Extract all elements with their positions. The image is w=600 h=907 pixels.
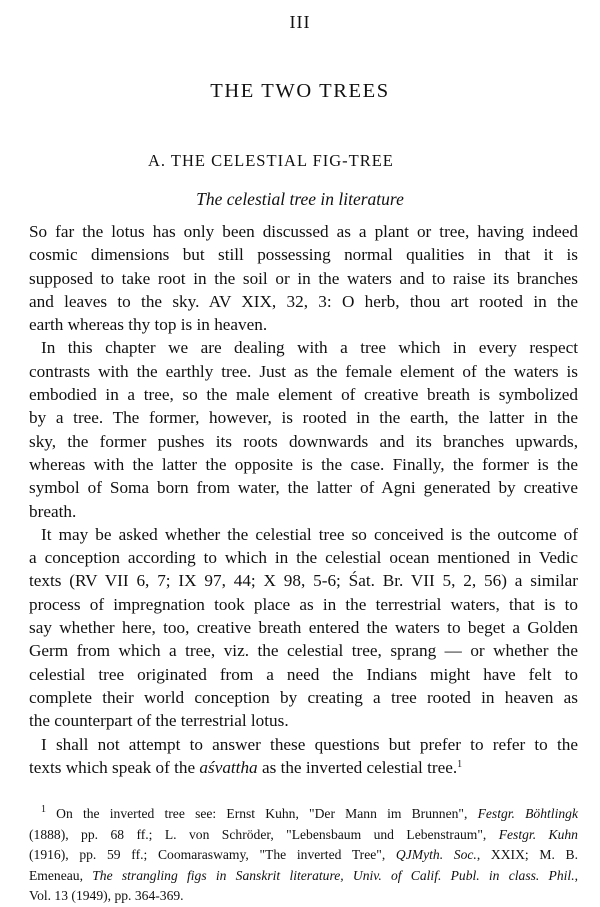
- footnote: [29, 804, 578, 907]
- footnote-text: (1888), pp. 68 ff.; L. von Schröder, "Lebensbaum und Lebenstraum",: [29, 826, 499, 842]
- text-segment: texts which speak of the: [29, 757, 200, 777]
- text-line: contrasts with the earthly tree. Just as the female element of the waters is: [29, 361, 578, 381]
- text-line: supposed to take root in the soil or in the waters and to raise its branches: [29, 268, 578, 288]
- section-title: A. THE CELESTIAL FIG-TREE: [148, 151, 394, 170]
- paragraph-4: [29, 733, 578, 780]
- text-line: by a tree. The former, however, is rooted in the earth, the latter in the: [29, 408, 578, 428]
- chapter-title: THE TWO TREES: [210, 80, 390, 102]
- text-line: I shall not attempt to answer these questions but prefer to refer to the: [41, 734, 578, 754]
- footnote-reference[interactable]: 1: [457, 758, 463, 770]
- text-line: Germ from which a tree, viz. the celestial tree, sprang — or whether the: [29, 641, 578, 661]
- footnote-text: On the inverted tree see: Ernst Kuhn, "Der Mann im Brunnen",: [46, 806, 478, 821]
- text-line: earth whereas thy top is in heaven.: [29, 315, 268, 335]
- footnote-italic: The strangling figs in Sanskrit literature, Univ. of Calif. Publ. in class. Phil.: [92, 867, 575, 883]
- footnote-line: [29, 825, 578, 846]
- text-line: So far the lotus has only been discussed as a plant or tree, having indeed: [29, 222, 578, 241]
- footnote-marker: 1: [41, 804, 46, 815]
- footnote-line: [29, 845, 578, 866]
- text-line: [29, 756, 578, 779]
- footnote-italic: Festgr. Kuhn: [498, 826, 578, 842]
- text-line: It may be asked whether the celestial tree so conceived is the outcome of: [41, 524, 578, 544]
- footnote-text: (1916), pp. 59 ff.; Coomaraswamy, "The inverted Tree",: [29, 847, 396, 862]
- text-line: In this chapter we are dealing with a tree which in every respect: [41, 338, 578, 358]
- text-line: whereas with the latter the opposite is the case. Finally, the former is the: [29, 454, 578, 474]
- text-line: symbol of Soma born from water, the latter of Agni generated by creative: [29, 478, 578, 498]
- text-line: the counterpart of the terrestrial lotus.: [29, 711, 289, 731]
- text-line: texts (RV VII 6, 7; IX 97, 44; X 98, 5-6; Śat. Br. VII 5, 2, 56) a similar: [29, 571, 578, 591]
- footnote-text: Emeneau,: [29, 867, 93, 883]
- chapter-number: III: [289, 12, 311, 32]
- text-line: say whether here, too, creative breath entered the waters to beget a Golden: [29, 618, 578, 638]
- italic-term: aśvattha: [199, 757, 258, 777]
- text-line: process of impregnation took place as in the terrestrial waters, that is to: [29, 594, 578, 614]
- text-line: breath.: [29, 501, 77, 521]
- paragraph-3: [29, 523, 578, 733]
- paragraph-2: [29, 336, 578, 522]
- footnote-italic: Festgr. Böhtlingk: [477, 806, 578, 821]
- text-line: celestial tree originated from a need the Indians might have felt to: [29, 664, 578, 684]
- text-line: and leaves to the sky. AV XIX, 32, 3: O herb, thou art rooted in the: [29, 291, 578, 311]
- footnote-line: [29, 804, 578, 825]
- footnote-line: [29, 866, 578, 887]
- footnote-line: Vol. 13 (1949), pp. 364-369.: [29, 888, 184, 903]
- text-line: sky, the former pushes its roots downwards and its branches upwards,: [29, 431, 578, 451]
- text-line: embodied in a tree, so the male element of creative breath is symbolized: [29, 385, 578, 405]
- footnote-text: ,: [574, 867, 578, 883]
- footnote-text: , XXIX; M. B.: [476, 847, 578, 862]
- footnote-italic: QJMyth. Soc.: [395, 847, 477, 862]
- text-segment: as the inverted celestial tree.: [257, 757, 458, 777]
- text-line: complete their world conception by creating a tree rooted in heaven as: [29, 687, 578, 707]
- text-line: cosmic dimensions but still possessing normal qualities in that it is: [29, 245, 578, 265]
- subsection-title: The celestial tree in literature: [196, 189, 404, 209]
- text-line: a conception according to which in the celestial ocean mentioned in Vedic: [29, 548, 578, 568]
- body-text: [29, 220, 578, 779]
- paragraph-1: [29, 220, 578, 336]
